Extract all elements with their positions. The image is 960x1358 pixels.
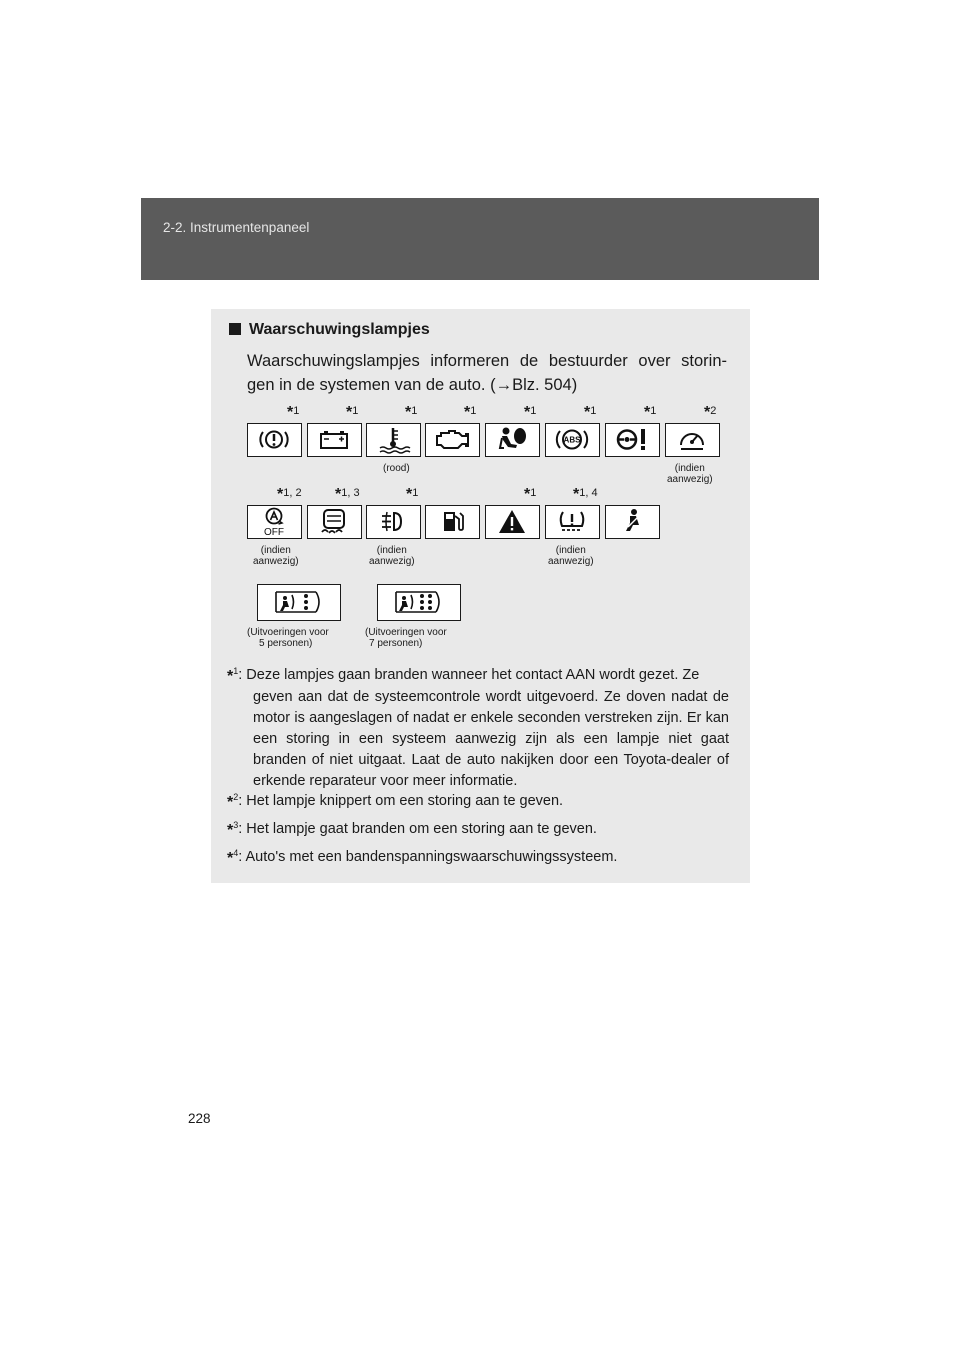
- svg-text:OFF: OFF: [264, 527, 284, 537]
- caption-optional: (indien aanwezig): [667, 463, 713, 485]
- coolant-temperature-icon: [366, 423, 421, 457]
- caption-optional: (indien aanwezig): [253, 545, 299, 567]
- svg-text:ABS: ABS: [563, 435, 581, 445]
- section-header: [141, 198, 819, 280]
- footnote-marker: *1: [524, 404, 537, 421]
- caption-5-seats: (Uitvoeringen voor 5 personen): [247, 627, 329, 649]
- engine-check-icon: [425, 423, 480, 457]
- passenger-seatbelt-5-icon: [257, 584, 341, 621]
- caption-optional: (indien aanwezig): [548, 545, 594, 567]
- footnote-marker: *1: [524, 486, 537, 503]
- caption-7-seats: (Uitvoeringen voor 7 personen): [365, 627, 447, 649]
- footnote-2: *$^2$: Het lampje knippert om een storing aan te geven.: [227, 792, 564, 811]
- warning-lights-panel: [211, 309, 750, 883]
- speed-limiter-icon: [665, 423, 720, 457]
- slip-indicator-icon: [307, 505, 362, 539]
- airbag-icon: [485, 423, 540, 457]
- footnote-marker: *1: [464, 404, 477, 421]
- brake-warning-icon: [247, 423, 302, 457]
- footnote-marker: *1: [406, 486, 419, 503]
- power-steering-icon: [605, 423, 660, 457]
- footnote-4: *$^4$: Auto's met een bandenspanningswaarschuwingssysteem.: [227, 848, 618, 867]
- footnote-marker: *1: [346, 404, 359, 421]
- footnote-marker: *1: [584, 404, 597, 421]
- footnote-marker: *1, 3: [335, 486, 360, 503]
- caption-optional: (indien aanwezig): [369, 545, 415, 567]
- caption-red: (rood): [383, 463, 410, 474]
- master-warning-icon: [485, 505, 540, 539]
- tire-pressure-icon: [545, 505, 600, 539]
- footnote-1: *$^1$: Deze lampjes gaan branden wanneer het contact AAN wordt gezet. Ze geven aan dat de systeemcontrole wordt uitgevoerd. Ze doven nadat de motor is aangeslagen of nadat er enkele seconden verstreken zijn. Er kan een storing in een systeem aanwezig zijn als een lampje niet gaat branden of niet uitgaat. Laat de auto nakijken door een Toyota-dealer of erkende reparateur voor meer informatie.: [227, 666, 729, 789]
- rear-fog-light-icon: [366, 505, 421, 539]
- footnote-marker: *1, 4: [573, 486, 598, 503]
- passenger-seatbelt-7-icon: [377, 584, 461, 621]
- auto-off-icon: [247, 505, 302, 539]
- footnote-marker: *1: [405, 404, 418, 421]
- section-title: 2-2. Instrumentenpaneel: [163, 220, 310, 235]
- panel-heading: Waarschuwingslampjes: [229, 321, 430, 339]
- footnote-marker: *1, 2: [277, 486, 302, 503]
- square-bullet-icon: [229, 323, 241, 335]
- footnote-marker: *1: [287, 404, 300, 421]
- footnote-marker: *2: [704, 404, 717, 421]
- intro-text: Waarschuwingslampjes informeren de bestuurder over storin- gen in de systemen van de auto. (→Blz. 504): [247, 352, 727, 394]
- battery-charge-icon: [307, 423, 362, 457]
- low-fuel-icon: [425, 505, 480, 539]
- seatbelt-reminder-icon: [605, 505, 660, 539]
- abs-icon: [545, 423, 600, 457]
- page-number: 228: [188, 1111, 211, 1126]
- footnote-marker: *1: [644, 404, 657, 421]
- footnote-3: *$^3$: Het lampje gaat branden om een storing aan te geven.: [227, 820, 597, 839]
